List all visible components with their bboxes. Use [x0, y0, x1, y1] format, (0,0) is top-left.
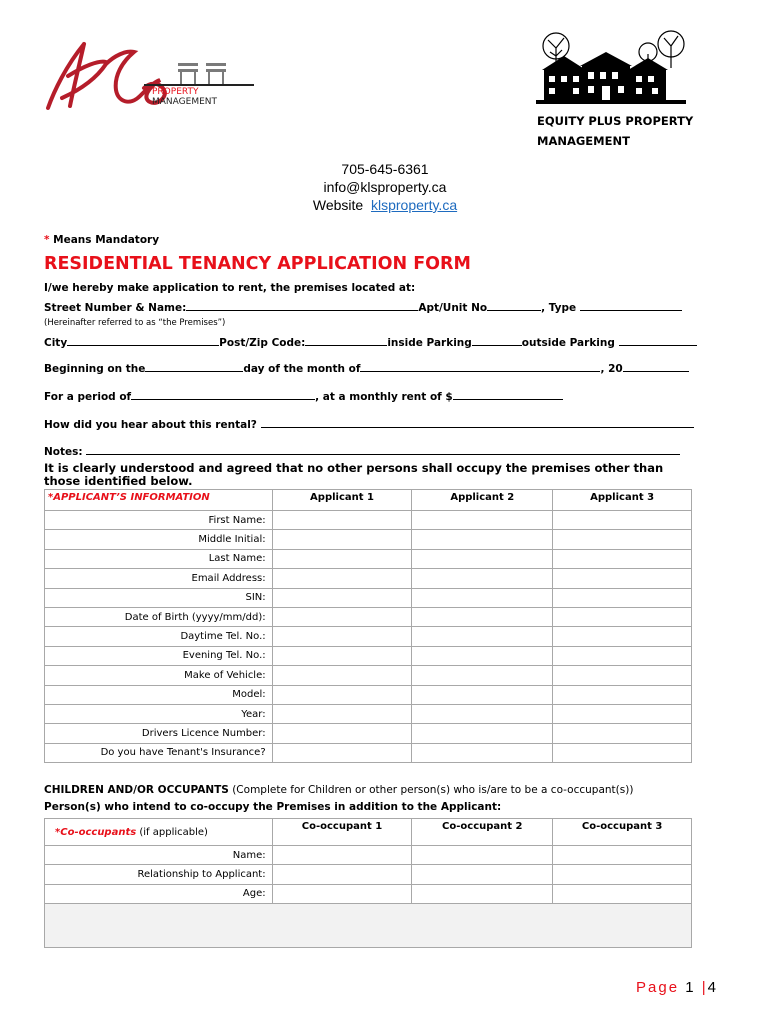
applicant-1-header: Applicant 1	[272, 490, 412, 511]
year-prefix: , 20	[600, 363, 623, 375]
occupant-row-label: Age:	[45, 884, 273, 903]
children-subheading: Person(s) who intend to co-occupy the Premises in addition to the Applicant:	[44, 801, 502, 813]
applicant-2-cell[interactable]	[412, 588, 553, 607]
applicant-row-label: Email Address:	[45, 569, 273, 588]
period-row	[44, 390, 563, 403]
logo-text-property: PROPERTY	[152, 87, 199, 97]
occupant-3-cell[interactable]	[553, 884, 692, 903]
applicant-1-cell[interactable]	[272, 549, 412, 568]
applicant-row-label: Daytime Tel. No.:	[45, 627, 273, 646]
logo-text-management: MANAGEMENT	[152, 97, 217, 107]
applicant-3-header: Applicant 3	[553, 490, 692, 511]
monthly-rent-label: , at a monthly rent of $	[315, 391, 453, 403]
applicant-3-cell[interactable]	[553, 627, 692, 646]
applicant-2-cell[interactable]	[412, 607, 553, 626]
occupant-table	[44, 818, 692, 948]
occupant-rows	[45, 846, 692, 904]
applicant-row	[45, 743, 692, 762]
occupant-1-header: Co-occupant 1	[272, 819, 412, 846]
applicant-row	[45, 530, 692, 549]
applicant-1-cell[interactable]	[272, 685, 412, 704]
occupant-1-cell[interactable]	[272, 865, 412, 884]
hereinafter-note: (Hereinafter referred to as “the Premises”)	[44, 318, 226, 328]
day-input[interactable]	[145, 362, 243, 372]
applicant-row	[45, 549, 692, 568]
occupant-1-cell[interactable]	[272, 846, 412, 865]
company-name-line2: MANAGEMENT	[537, 134, 630, 148]
inside-parking-label: inside Parking	[387, 337, 472, 349]
occupant-title-red: *Co-occupants	[55, 827, 137, 838]
occupant-2-cell[interactable]	[412, 846, 553, 865]
applicant-1-cell[interactable]	[272, 646, 412, 665]
contact-email: info@klsproperty.ca	[323, 179, 447, 195]
applicant-2-cell[interactable]	[412, 743, 553, 762]
occupant-row-label: Relationship to Applicant:	[45, 865, 273, 884]
mandatory-text: Means Mandatory	[49, 234, 160, 246]
houses-trees-icon	[536, 26, 686, 106]
applicant-3-cell[interactable]	[553, 646, 692, 665]
applicant-3-cell[interactable]	[553, 666, 692, 685]
applicant-row-label: Model:	[45, 685, 273, 704]
children-heading-bold: CHILDREN AND/OR OCCUPANTS	[44, 784, 229, 796]
apt-label: Apt/Unit No	[418, 302, 488, 314]
applicant-3-cell[interactable]	[553, 530, 692, 549]
hear-label: How did you hear about this rental?	[44, 419, 257, 431]
website-label: Website	[312, 197, 364, 213]
occupant-table-header	[45, 819, 692, 846]
street-label: Street Number & Name:	[44, 302, 187, 314]
applicant-3-cell[interactable]	[553, 588, 692, 607]
city-label: City	[44, 337, 68, 349]
type-label: , Type	[541, 302, 577, 314]
mandatory-note	[44, 234, 159, 246]
applicant-row	[45, 627, 692, 646]
rent-input[interactable]	[453, 390, 563, 400]
applicant-2-cell[interactable]	[412, 666, 553, 685]
occupant-row	[45, 865, 692, 884]
postal-label: Post/Zip Code:	[219, 337, 306, 349]
occupant-row	[45, 846, 692, 865]
website-link[interactable]: klsproperty.ca	[371, 197, 458, 213]
kls-logo	[44, 36, 259, 118]
agreement-text: It is clearly understood and agreed that no other persons shall occupy the premises other than those identified below.	[44, 461, 664, 488]
applicant-1-cell[interactable]	[272, 627, 412, 646]
applicant-3-cell[interactable]	[553, 607, 692, 626]
occupant-3-header: Co-occupant 3	[553, 819, 692, 846]
street-input[interactable]	[186, 301, 418, 311]
applicant-info-title: *APPLICANT’S INFORMATION	[45, 490, 273, 511]
applicant-3-cell[interactable]	[553, 511, 692, 530]
occupant-2-header: Co-occupant 2	[412, 819, 553, 846]
beginning-label: Beginning on the	[44, 363, 146, 375]
city-input[interactable]	[67, 336, 219, 346]
page-separator: |	[701, 979, 708, 996]
hear-row	[44, 418, 694, 431]
applicant-table-header	[45, 490, 692, 511]
applicant-1-cell[interactable]	[272, 569, 412, 588]
day-of-month-label: day of the month of	[243, 363, 361, 375]
occupant-2-cell[interactable]	[412, 884, 553, 903]
applicant-3-cell[interactable]	[553, 685, 692, 704]
month-input[interactable]	[360, 362, 600, 372]
applicant-2-cell[interactable]	[412, 685, 553, 704]
applicant-1-cell[interactable]	[272, 666, 412, 685]
occupant-title-rest: (if applicable)	[136, 827, 208, 838]
period-label: For a period of	[44, 391, 132, 403]
applicant-1-cell[interactable]	[272, 511, 412, 530]
applicant-row	[45, 588, 692, 607]
outside-parking-input[interactable]	[619, 336, 697, 346]
children-heading-rest: (Complete for Children or other person(s) who is/are to be a co-occupant(s))	[228, 784, 634, 796]
intro-text: I/we hereby make application to rent, the premises located at:	[44, 282, 416, 294]
page-total: 4	[707, 979, 718, 996]
page-current: 1	[685, 979, 696, 996]
applicant-1-cell[interactable]	[272, 530, 412, 549]
street-row	[44, 301, 682, 314]
occupant-1-cell[interactable]	[272, 884, 412, 903]
applicant-rows	[45, 511, 692, 763]
applicant-row-label: Make of Vehicle:	[45, 666, 273, 685]
applicant-row	[45, 666, 692, 685]
year-input[interactable]	[623, 362, 689, 372]
occupant-row	[45, 884, 692, 903]
inside-parking-input[interactable]	[472, 336, 522, 346]
applicant-row-label: SIN:	[45, 588, 273, 607]
beginning-row	[44, 362, 689, 375]
company-name-line1: EQUITY PLUS PROPERTY	[537, 114, 694, 128]
applicant-2-header: Applicant 2	[412, 490, 553, 511]
applicant-row-label: First Name:	[45, 511, 273, 530]
applicant-row-label: Do you have Tenant's Insurance?	[45, 743, 273, 762]
occupant-3-cell[interactable]	[553, 846, 692, 865]
applicant-row	[45, 569, 692, 588]
applicant-row	[45, 511, 692, 530]
applicant-row	[45, 607, 692, 626]
occupant-extra-row	[45, 904, 692, 948]
applicant-1-cell[interactable]	[272, 607, 412, 626]
applicant-1-cell[interactable]	[272, 588, 412, 607]
applicant-row-label: Middle Initial:	[45, 530, 273, 549]
city-row	[44, 336, 697, 349]
occupant-title	[45, 819, 273, 846]
page-number	[636, 979, 718, 996]
hear-input[interactable]	[261, 418, 694, 428]
applicant-row-label: Last Name:	[45, 549, 273, 568]
occupant-row-label: Name:	[45, 846, 273, 865]
notes-label: Notes:	[44, 446, 83, 458]
outside-parking-label: outside Parking	[521, 337, 615, 349]
applicant-row	[45, 685, 692, 704]
contact-website	[290, 197, 480, 213]
applicant-2-cell[interactable]	[412, 569, 553, 588]
logo-text	[152, 87, 217, 107]
applicant-row-label: Date of Birth (yyyy/mm/dd):	[45, 607, 273, 626]
notes-row	[44, 445, 680, 458]
applicant-3-cell[interactable]	[553, 569, 692, 588]
occupant-extra-cell[interactable]	[45, 904, 692, 948]
applicant-3-cell[interactable]	[553, 743, 692, 762]
notes-input[interactable]	[86, 445, 680, 455]
children-heading	[44, 784, 633, 796]
applicant-row-label: Evening Tel. No.:	[45, 646, 273, 665]
applicant-row	[45, 724, 692, 743]
applicant-3-cell[interactable]	[553, 724, 692, 743]
applicant-2-cell[interactable]	[412, 646, 553, 665]
equity-plus-logo	[536, 26, 686, 106]
type-input[interactable]	[580, 301, 682, 311]
applicant-2-cell[interactable]	[412, 627, 553, 646]
form-title: RESIDENTIAL TENANCY APPLICATION FORM	[44, 254, 471, 274]
applicant-table	[44, 489, 692, 763]
applicant-2-cell[interactable]	[412, 530, 553, 549]
applicant-1-cell[interactable]	[272, 724, 412, 743]
page-word: Page	[636, 979, 680, 996]
applicant-2-cell[interactable]	[412, 549, 553, 568]
apt-input[interactable]	[487, 301, 541, 311]
applicant-row	[45, 704, 692, 723]
occupant-3-cell[interactable]	[553, 865, 692, 884]
applicant-1-cell[interactable]	[272, 743, 412, 762]
mandatory-star: *	[44, 234, 50, 246]
applicant-1-cell[interactable]	[272, 704, 412, 723]
contact-phone: 705-645-6361	[341, 161, 429, 177]
applicant-3-cell[interactable]	[553, 704, 692, 723]
applicant-row-label: Year:	[45, 704, 273, 723]
postal-input[interactable]	[305, 336, 387, 346]
applicant-2-cell[interactable]	[412, 724, 553, 743]
occupant-2-cell[interactable]	[412, 865, 553, 884]
applicant-3-cell[interactable]	[553, 549, 692, 568]
period-input[interactable]	[131, 390, 315, 400]
applicant-2-cell[interactable]	[412, 511, 553, 530]
applicant-2-cell[interactable]	[412, 704, 553, 723]
applicant-row	[45, 646, 692, 665]
applicant-row-label: Drivers Licence Number:	[45, 724, 273, 743]
